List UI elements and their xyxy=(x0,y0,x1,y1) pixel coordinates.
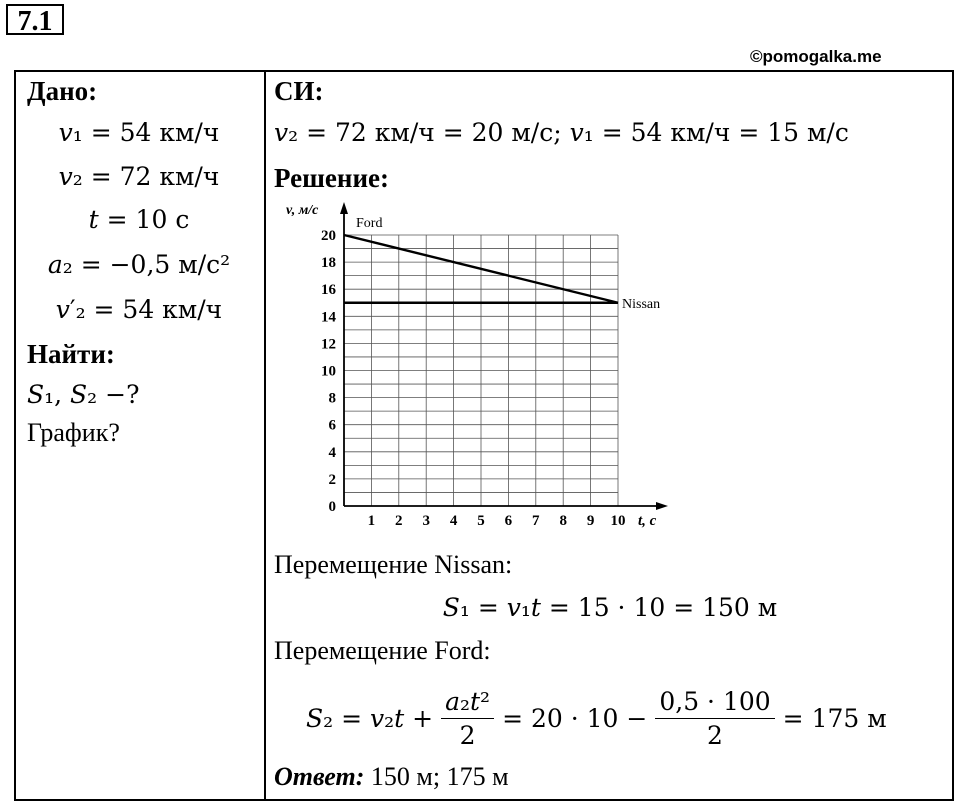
x-tick-label: 8 xyxy=(559,513,567,529)
y-tick-label: 6 xyxy=(328,417,336,434)
y-tick-label: 10 xyxy=(321,363,336,380)
x-tick-label: 4 xyxy=(449,513,458,529)
si-line: 𝑣₂ = 72 км/ч = 20 м/с; 𝑣₁ = 54 км/ч = 15 м/с xyxy=(274,118,849,147)
x-tick-label: 1 xyxy=(367,513,376,529)
nissan-formula: 𝑆₁ = 𝑣₁𝑡 = 15 · 10 = 150 м xyxy=(442,593,778,622)
column-divider xyxy=(264,70,266,801)
watermark: ©pomogalka.me xyxy=(750,47,882,66)
x-axis-label: t, с xyxy=(638,513,657,529)
nissan-label: Перемещение Nissan: xyxy=(274,550,513,579)
ford-formula-lhs: 𝑆₂ = 𝑣₂𝑡 + xyxy=(306,703,434,733)
si-title: СИ: xyxy=(274,76,324,106)
y-axis-label: v, м/с xyxy=(286,203,319,218)
y-tick-label: 16 xyxy=(321,282,336,299)
find-line: График? xyxy=(27,418,120,447)
given-line: 𝑎₂ = −0,5 м/с² xyxy=(47,250,231,279)
find-line: 𝑆₁, 𝑆₂ −? xyxy=(27,380,140,409)
fraction-denominator: 2 xyxy=(441,718,494,750)
ford-formula xyxy=(306,678,887,758)
given-line: 𝑣₂ = 72 км/ч xyxy=(58,162,220,191)
problem-number: 7.1 xyxy=(6,4,64,35)
y-tick-label: 0 xyxy=(328,499,336,515)
x-tick-label: 9 xyxy=(586,513,595,529)
given-line: 𝑣₁ = 54 км/ч xyxy=(58,118,220,147)
y-tick-label: 18 xyxy=(321,255,336,272)
fraction-denominator: 2 xyxy=(655,718,774,750)
y-tick-label: 2 xyxy=(328,471,336,488)
y-tick-label: 20 xyxy=(321,228,336,244)
ford-label: Перемещение Ford: xyxy=(274,636,491,665)
x-axis-arrow xyxy=(656,502,668,510)
fraction-numerator: 0,5 · 100 xyxy=(659,686,771,716)
answer-label: Ответ: xyxy=(274,762,365,791)
x-tick-label: 5 xyxy=(477,513,485,529)
fraction-numerator: 𝑎₂𝑡² xyxy=(445,686,491,716)
y-axis-arrow xyxy=(340,202,348,214)
x-tick-label: 2 xyxy=(395,513,403,529)
series-label-nissan: Nissan xyxy=(622,296,661,312)
series-label-ford: Ford xyxy=(356,216,383,231)
y-tick-label: 4 xyxy=(328,444,336,461)
given-title: Дано: xyxy=(27,76,98,106)
answer-value: 150 м; 175 м xyxy=(364,762,509,791)
x-tick-label: 10 xyxy=(610,513,626,529)
fraction xyxy=(441,687,494,750)
y-tick-label: 14 xyxy=(321,309,336,326)
given-line: 𝑡 = 10 с xyxy=(88,205,190,234)
fraction xyxy=(655,687,774,750)
solution-title: Решение: xyxy=(274,163,389,193)
ford-formula-mid: = 20 · 10 − xyxy=(502,703,648,733)
find-title: Найти: xyxy=(27,339,115,369)
y-tick-label: 8 xyxy=(328,390,336,407)
ford-formula-rhs: = 175 м xyxy=(782,703,887,733)
x-tick-label: 6 xyxy=(504,513,513,529)
velocity-chart xyxy=(276,198,676,538)
answer-line xyxy=(274,762,509,792)
x-tick-label: 7 xyxy=(532,513,540,529)
x-tick-label: 3 xyxy=(422,513,430,529)
given-line: 𝑣′₂ = 54 км/ч xyxy=(55,295,223,324)
y-tick-label: 12 xyxy=(321,336,336,353)
